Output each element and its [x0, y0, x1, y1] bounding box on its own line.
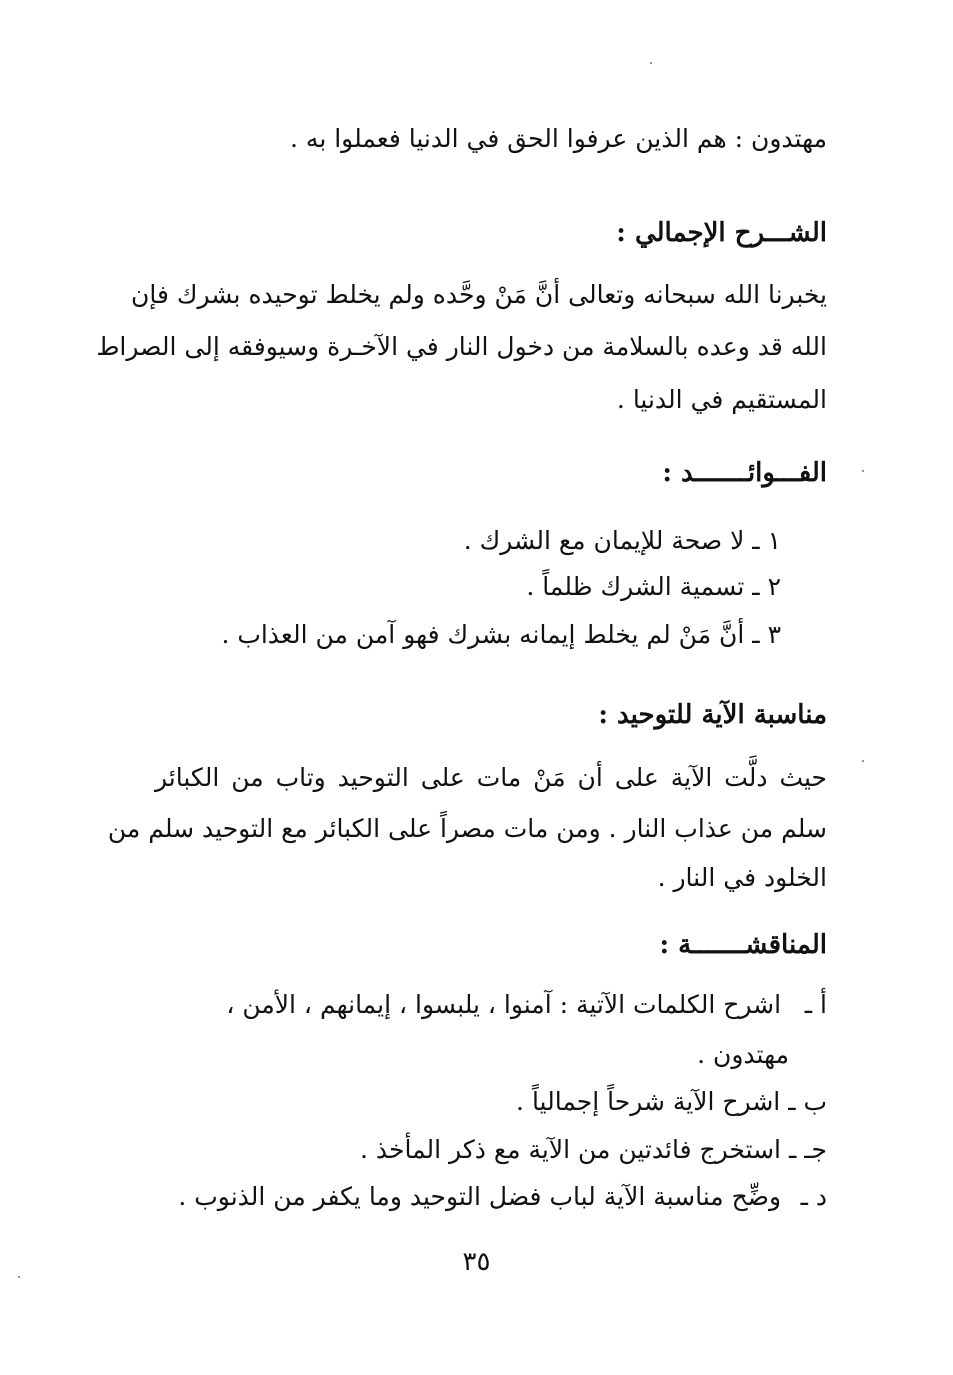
discussion-item-text: استخرج فائدتين من الآية مع ذكر المأخذ .: [360, 1135, 781, 1164]
benefits-heading: الفـــوائـــــــد :: [662, 458, 827, 488]
summary-heading: الشـــرح الإجمالي :: [616, 218, 827, 248]
relevance-line: حيث دلَّت الآية على أن مَنْ مات على التوحيد وتاب من الكبائر: [155, 763, 827, 792]
discussion-item: [178, 1180, 827, 1214]
relevance-heading: مناسبة الآية للتوحيد :: [598, 700, 827, 730]
benefit-item: ١ ـ لا صحة للإيمان مع الشرك .: [463, 526, 781, 555]
discussion-item-text: اشرح الكلمات الآتية : آمنوا ، يلبسوا ، إيمانهم ، الأمن ،: [226, 990, 782, 1019]
discussion-item-label: جـ ـ: [788, 1135, 827, 1164]
scan-speck: [862, 760, 864, 762]
scan-speck: [650, 62, 652, 64]
discussion-item-label: د ـ: [800, 1182, 827, 1211]
summary-line: المستقيم في الدنيا .: [616, 385, 827, 414]
discussion-item-text: اشرح الآية شرحاً إجمالياً .: [516, 1087, 781, 1116]
benefit-item: ٣ ـ أنَّ مَنْ لم يخلط إيمانه بشرك فهو آمن من العذاب .: [221, 620, 781, 649]
benefit-item: ٢ ـ تسمية الشرك ظلماً .: [526, 572, 781, 601]
discussion-heading: المناقشـــــــة :: [659, 930, 827, 960]
relevance-line: الخلود في النار .: [657, 863, 827, 892]
definition-line: مهتدون : هم الذين عرفوا الحق في الدنيا فعملوا به .: [290, 124, 827, 153]
discussion-item: [226, 988, 827, 1022]
summary-line: الله قد وعده بالسلامة من دخول النار في الآخـرة وسيوفقه إلى الصراط: [96, 332, 827, 361]
discussion-item-continuation: مهتدون .: [697, 1040, 789, 1069]
discussion-item: [516, 1085, 827, 1119]
scan-speck: [862, 470, 864, 472]
discussion-item-label: ب ـ: [788, 1087, 827, 1116]
relevance-line: سلم من عذاب النار . ومن مات مصراً على الكبائر مع التوحيد سلم من: [107, 814, 827, 843]
page-number: ٣٥: [462, 1247, 491, 1277]
discussion-item: [360, 1133, 827, 1167]
discussion-item-text: وضِّح مناسبة الآية لباب فضل التوحيد وما يكفر من الذنوب .: [178, 1182, 782, 1211]
summary-line: يخبرنا الله سبحانه وتعالى أنَّ مَنْ وحَّده ولم يخلط توحيده بشرك فإن: [130, 280, 827, 309]
discussion-item-label: أ ـ: [804, 990, 827, 1019]
